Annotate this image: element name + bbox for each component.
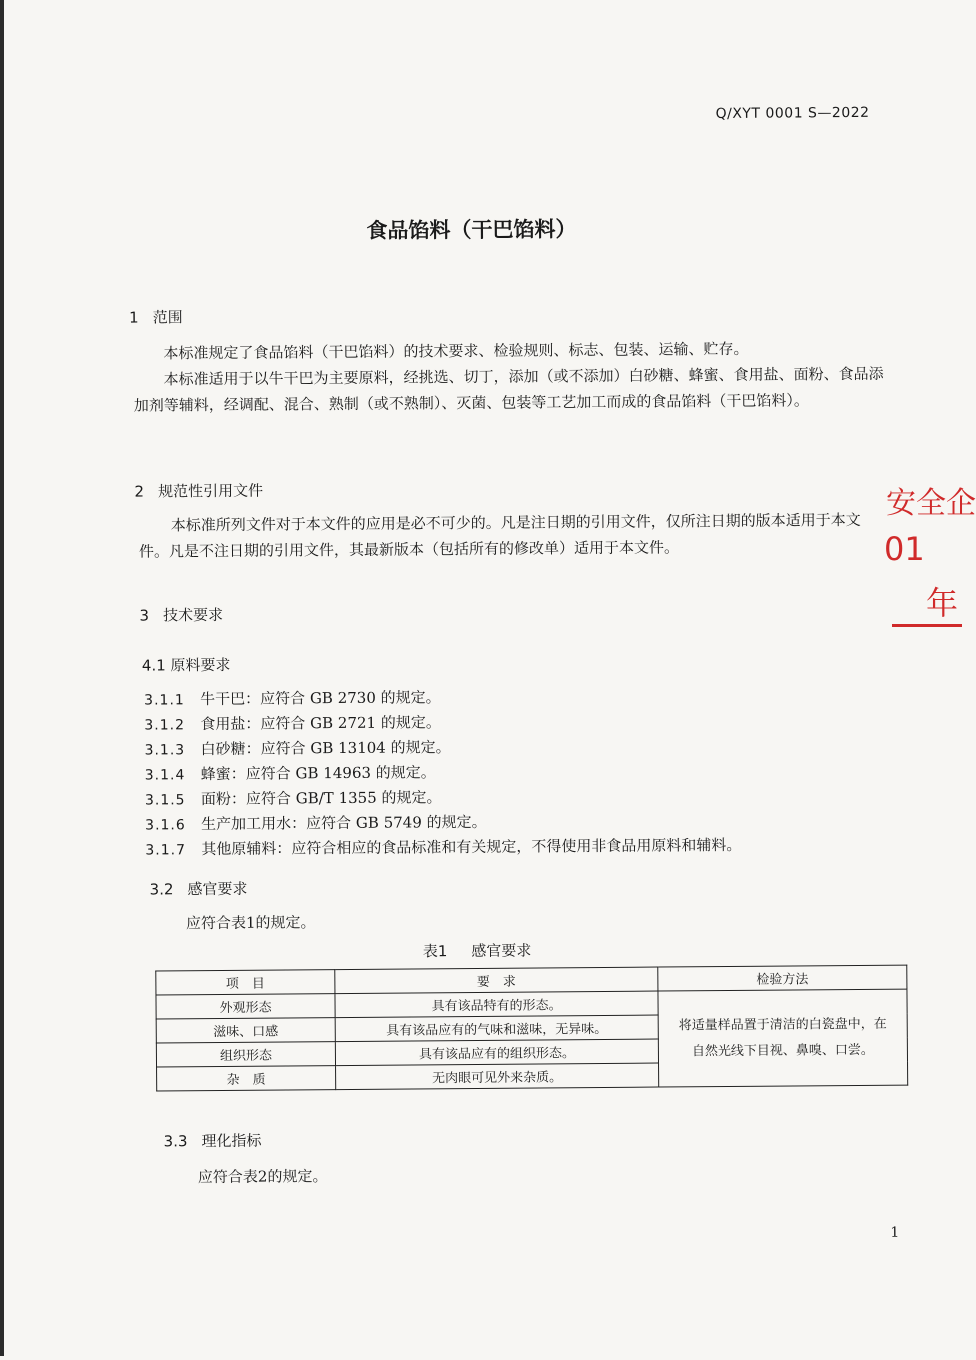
item-cell: 滋味、口感: [156, 1018, 335, 1043]
section-title: 技术要求: [162, 605, 224, 625]
requirement-item: 3.1.2 食用盐：应符合 GB 2721 的规定。: [144, 713, 441, 734]
document-number: Q/XYT 0001 S—2022: [715, 104, 870, 123]
sensory-requirements-table: [155, 965, 908, 1092]
section-number: 3.2: [149, 880, 174, 899]
section-number: 3.3: [163, 1132, 188, 1151]
requirement-item: 3.1.3 白砂糖：应符合 GB 13104 的规定。: [144, 738, 451, 759]
section-1-heading: [129, 306, 183, 327]
table-title: 感官要求: [471, 941, 532, 960]
method-cell: [658, 989, 908, 1087]
registration-stamp: [880, 470, 976, 630]
section-number: 2: [134, 482, 145, 501]
section-number: 3: [139, 606, 150, 625]
table-label: 表1: [422, 942, 448, 961]
table-row: [156, 989, 907, 1019]
section-title: 感官要求: [187, 879, 248, 899]
requirement-item: 3.1.1 牛干巴：应符合 GB 2730 的规定。: [144, 688, 441, 709]
section-2-para-1: 本标准所列文件对于本文件的应用是必不可少的。凡是注日期的引用文件，仅所注日期的版本适用于本文件。凡是不注日期的引用文件，其最新版本（包括所有的修改单）适用于本文件。: [138, 510, 861, 561]
section-1-para-1: 本标准规定了食品馅料（干巴馅料）的技术要求、检验规则、标志、包装、运输、贮存。: [163, 339, 749, 363]
stamp-text-2: 01: [884, 530, 925, 568]
method-line-2: 自然光线下目视、鼻嗅、口尝。: [691, 1042, 874, 1059]
stamp-underline: [892, 624, 962, 627]
requirement-item: 3.1.7 其他原辅料：应符合相应的食品标准和有关规定，不得使用非食品用原料和辅料。: [145, 835, 742, 859]
subsection-3-3-text: 应符合表2的规定。: [197, 1167, 328, 1187]
stamp-text-3: 年: [926, 584, 959, 622]
header-cell: 项 目: [156, 970, 335, 995]
requirement-cell: 具有该品应有的组织形态。: [335, 1039, 658, 1066]
section-title: 理化指标: [201, 1131, 262, 1151]
section-1-para-2: 本标准适用于以牛干巴为主要原料，经挑选、切丁，添加（或不添加）白砂糖、蜂蜜、食用盐、面粉、食品添加剂等辅料，经调配、混合、熟制（或不熟制）、灭菌、包装等工艺加工而成的食品馅料（干巴馅料）。: [133, 364, 884, 415]
requirement-cell: 具有该品特有的形态。: [335, 991, 658, 1018]
section-title: 规范性引用文件: [157, 481, 264, 501]
subsection-3-2-heading: [150, 878, 248, 900]
subsection-3-3-heading: [164, 1130, 262, 1152]
item-cell: 杂 质: [157, 1066, 336, 1091]
page-number: 1: [890, 1224, 900, 1241]
section-2-heading: [134, 480, 263, 502]
requirement-item: 3.1.4 蜂蜜：应符合 GB 14963 的规定。: [144, 763, 436, 784]
requirement-cell: 具有该品应有的气味和滋味，无异味。: [335, 1015, 658, 1042]
section-title: 范围: [152, 308, 183, 327]
item-cell: 外观形态: [156, 994, 335, 1019]
requirement-cell: 无肉眼可见外来杂质。: [336, 1063, 659, 1090]
requirement-item: 3.1.6 生产加工用水：应符合 GB 5749 的规定。: [145, 812, 487, 834]
section-number: 1: [129, 308, 139, 327]
item-cell: 组织形态: [156, 1042, 335, 1067]
subsection-3-2-text: 应符合表1的规定。: [185, 913, 316, 933]
subsection-4-1-heading: 4.1 原料要求: [141, 655, 231, 675]
stamp-text-1: 安全企: [886, 486, 976, 521]
method-line-1: 将适量样品置于清洁的白瓷盘中，在: [678, 1016, 887, 1033]
section-3-heading: [139, 604, 223, 626]
header-cell: 要 求: [335, 967, 658, 994]
header-cell: 检验方法: [658, 965, 907, 991]
requirement-item: 3.1.5 面粉：应符合 GB/T 1355 的规定。: [144, 788, 442, 809]
document-title: 食品馅料（干巴馅料）: [366, 217, 577, 243]
table-1-caption: [2, 936, 952, 964]
